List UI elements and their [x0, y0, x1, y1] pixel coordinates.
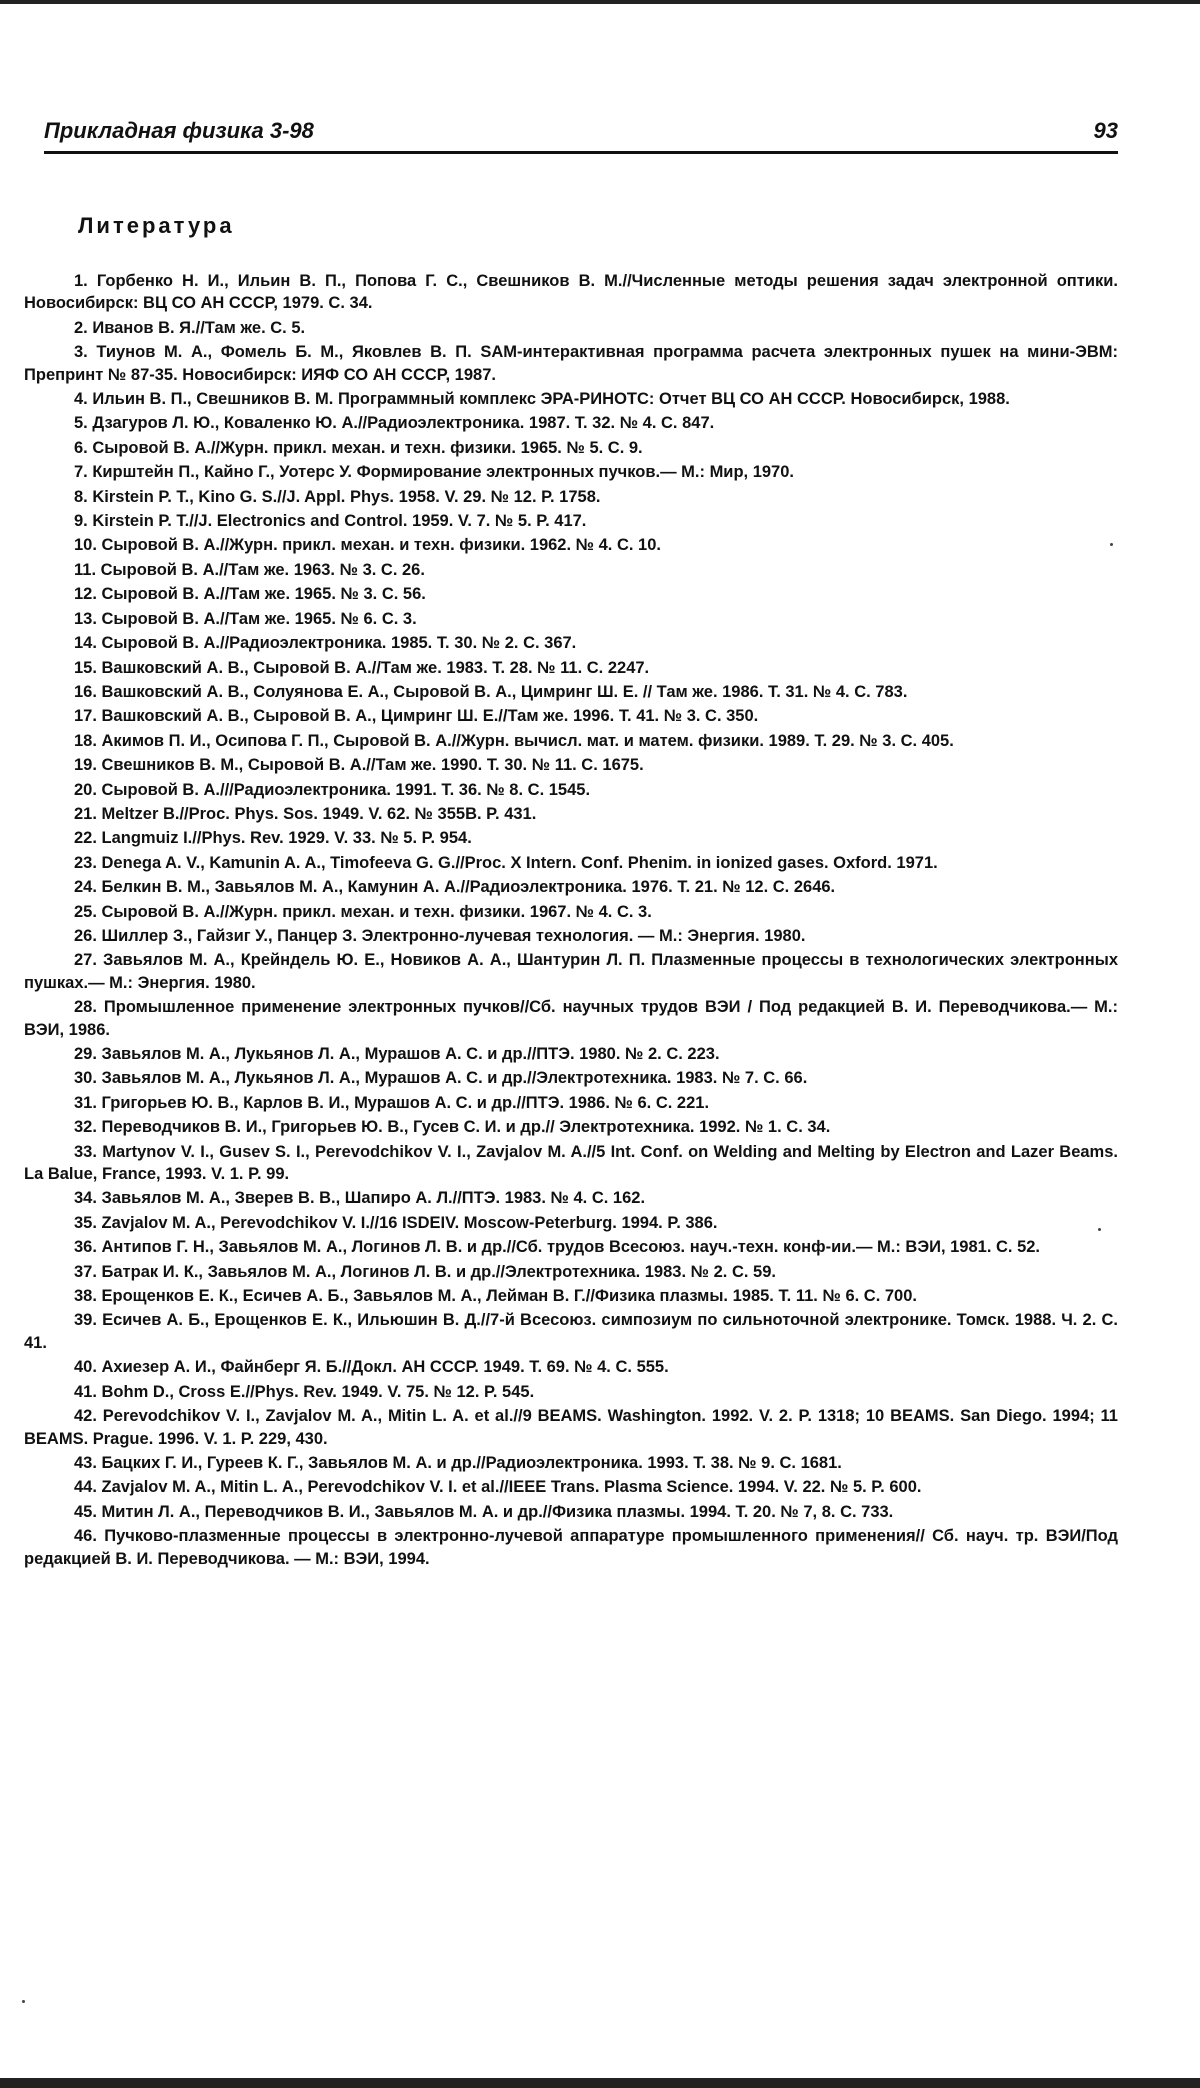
scan-speck: [1098, 1228, 1101, 1231]
reference-item: 20. Сыровой В. А.///Радиоэлектроника. 1991. Т. 36. № 8. С. 1545.: [74, 780, 591, 799]
reference-item: 4. Ильин В. П., Свешников В. М. Программный комплекс ЭРА-РИНОТС: Отчет ВЦ СО АН СССР. Новосибирск, 1988.: [74, 390, 1010, 409]
header-rule: [44, 151, 1118, 154]
reference-item: 5. Дзагуров Л. Ю., Коваленко Ю. А.//Радиоэлектроника. 1987. Т. 32. № 4. С. 847.: [74, 414, 715, 433]
reference-item: 10. Сыровой В. А.//Журн. прикл. механ. и техн. физики. 1962. № 4. С. 10.: [74, 536, 661, 555]
reference-item: 19. Свешников В. М., Сыровой В. А.//Там же. 1990. Т. 30. № 11. С. 1675.: [74, 756, 644, 775]
bottom-edge-rule: [0, 2078, 1200, 2088]
reference-item: 37. Батрак И. К., Завьялов М. А., Логинов Л. В. и др.//Электротехника. 1983. № 2. С. 59.: [74, 1262, 776, 1281]
reference-item: 23. Denega A. V., Kamunin A. A., Timofeeva G. G.//Proc. X Intern. Conf. Phenim. in ionized gases. Oxford. 1971.: [74, 853, 938, 872]
reference-item: 7. Кирштейн П., Кайно Г., Уотерс У. Формирование электронных пучков.— М.: Мир, 1970.: [74, 463, 794, 482]
reference-item: 32. Переводчиков В. И., Григорьев Ю. В., Гусев С. И. и др.// Электротехника. 1992. № 1. С. 34.: [74, 1118, 831, 1137]
reference-item: 2. Иванов В. Я.//Там же. С. 5.: [74, 318, 306, 337]
reference-item: 34. Завьялов М. А., Зверев В. В., Шапиро А. Л.//ПТЭ. 1983. № 4. С. 162.: [74, 1189, 646, 1208]
reference-item: 43. Бацких Г. И., Гуреев К. Г., Завьялов М. А. и др.//Радиоэлектроника. 1993. Т. 38. № 9. С. 1681.: [74, 1453, 842, 1472]
reference-item: 33. Martynov V. I., Gusev S. I., Perevodchikov V. I., Zavjalov M. A.//5 Int. Conf. on Welding and Melting by Electron and Lazer Beams. La Balue, France, 1993. V. 1. P. 99.: [24, 1142, 1118, 1184]
reference-item: 6. Сыровой В. А.//Журн. прикл. механ. и техн. физики. 1965. № 5. С. 9.: [74, 438, 643, 457]
reference-item: 13. Сыровой В. А.//Там же. 1965. № 6. С. 3.: [74, 609, 417, 628]
reference-item: 27. Завьялов М. А., Крейндель Ю. Е., Новиков А. А., Шантурин Л. П. Плазменные процессы в технологических электронных пушках.— М.: Энергия. 1980.: [24, 951, 1118, 992]
reference-item: 35. Zavjalov M. A., Perevodchikov V. I.//16 ISDEIV. Moscow-Peterburg. 1994. P. 386.: [74, 1213, 718, 1232]
page-header: [44, 118, 1118, 150]
reference-item: 46. Пучково-плазменные процессы в электронно-лучевой аппаратуре промышленного применения// Сб. науч. тр. ВЭИ/Под редакцией В. И. Переводчикова. — М.: ВЭИ, 1994.: [24, 1527, 1118, 1568]
reference-item: 29. Завьялов М. А., Лукьянов Л. А., Мурашов А. С. и др.//ПТЭ. 1980. № 2. С. 223.: [74, 1045, 720, 1063]
reference-item: 18. Акимов П. И., Осипова Г. П., Сыровой В. А.//Журн. вычисл. мат. и матем. физики. 1989. Т. 29. № 3. С. 405.: [74, 731, 954, 750]
reference-item: 30. Завьялов М. А., Лукьянов Л. А., Мурашов А. С. и др.//Электротехника. 1983. № 7. С. 66.: [74, 1069, 808, 1088]
reference-item: 45. Митин Л. А., Переводчиков В. И., Завьялов М. А. и др.//Физика плазмы. 1994. Т. 20. № 7, 8. С. 733.: [74, 1502, 894, 1521]
scan-speck: [22, 2000, 25, 2003]
reference-item: 36. Антипов Г. Н., Завьялов М. А., Логинов Л. В. и др.//Сб. трудов Всесоюз. науч.-техн. конф-ии.— М.: ВЭИ, 1981. С. 52.: [74, 1238, 1041, 1257]
reference-item: 28. Промышленное применение электронных пучков//Сб. научных трудов ВЭИ / Под редакцией В. И. Переводчикова.— М.: ВЭИ, 1986.: [24, 998, 1118, 1039]
reference-list: [24, 270, 1118, 1572]
reference-item: 31. Григорьев Ю. В., Карлов В. И., Мурашов А. С. и др.//ПТЭ. 1986. № 6. С. 221.: [74, 1093, 710, 1112]
reference-item: 16. Вашковский А. В., Солуянова Е. А., Сыровой В. А., Цимринг Ш. Е. // Там же. 1986. Т. 31. № 4. С. 783.: [74, 682, 908, 701]
reference-item: 42. Perevodchikov V. I., Zavjalov M. A., Mitin L. A. et al.//9 BEAMS. Washington. 1992. V. 2. P. 1318; 10 BEAMS. San Diego. 1994; 11 BEAMS. Prague. 1996. V. 1. P. 229, 430.: [24, 1407, 1118, 1448]
reference-item: 8. Kirstein P. T., Kino G. S.//J. Appl. Phys. 1958. V. 29. № 12. P. 1758.: [74, 487, 601, 506]
reference-item: 22. Langmuiz I.//Phys. Rev. 1929. V. 33. № 5. P. 954.: [74, 829, 472, 848]
reference-item: 15. Вашковский А. В., Сыровой В. А.//Там же. 1983. Т. 28. № 11. С. 2247.: [74, 658, 650, 677]
reference-item: 11. Сыровой В. А.//Там же. 1963. № 3. С. 26.: [74, 560, 425, 579]
top-edge-rule: [0, 0, 1200, 4]
reference-item: 9. Kirstein P. T.//J. Electronics and Control. 1959. V. 7. № 5. P. 417.: [74, 512, 587, 531]
reference-item: 12. Сыровой В. А.//Там же. 1965. № 3. С. 56.: [74, 585, 426, 604]
reference-item: 39. Есичев А. Б., Ерощенков Е. К., Ильюшин В. Д.//7-й Всесоюз. симпозиум по сильноточной электронике. Томск. 1988. Ч. 2. С. 41.: [24, 1311, 1118, 1352]
section-title: Литература: [78, 213, 235, 238]
reference-item: 17. Вашковский А. В., Сыровой В. А., Цимринг Ш. Е.//Там же. 1996. Т. 41. № 3. С. 350.: [74, 707, 759, 726]
reference-item: 38. Ерощенков Е. К., Есичев А. Б., Завьялов М. А., Лейман В. Г.//Физика плазмы. 1985. Т. 11. № 6. С. 700.: [74, 1287, 917, 1306]
reference-item: 41. Bohm D., Cross E.//Phys. Rev. 1949. V. 75. № 12. P. 545.: [74, 1382, 535, 1401]
reference-item: 25. Сыровой В. А.//Журн. прикл. механ. и техн. физики. 1967. № 4. С. 3.: [74, 902, 652, 921]
reference-item: 3. Тиунов М. А., Фомель Б. М., Яковлев В. П. SAM-интерактивная программа расчета электронных пушек на мини-ЭВМ: Препринт № 87-35. Новосибирск: ИЯФ СО АН СССР, 1987.: [24, 343, 1118, 384]
reference-item: 21. Meltzer B.//Proc. Phys. Sos. 1949. V. 62. № 355B. P. 431.: [74, 804, 537, 823]
journal-title: Прикладная физика 3-98: [44, 118, 314, 143]
scan-speck: [1110, 543, 1113, 546]
reference-item: 44. Zavjalov M. A., Mitin L. A., Perevodchikov V. I. et al.//IEEE Trans. Plasma Science. 1994. V. 22. № 5. P. 600.: [74, 1478, 922, 1497]
reference-item: 24. Белкин В. М., Завьялов М. А., Камунин А. А.//Радиоэлектроника. 1976. Т. 21. № 12. С. 2646.: [74, 878, 836, 897]
reference-item: 26. Шиллер З., Гайзиг У., Панцер З. Электронно-лучевая технология. — М.: Энергия. 1980.: [74, 926, 806, 945]
reference-item: 1. Горбенко Н. И., Ильин В. П., Попова Г. С., Свешников В. М.//Численные методы решения задач электронной оптики. Новосибирск: ВЦ СО АН СССР, 1979. С. 34.: [24, 272, 1118, 313]
reference-item: 14. Сыровой В. А.//Радиоэлектроника. 1985. Т. 30. № 2. С. 367.: [74, 634, 577, 653]
reference-item: 40. Ахиезер А. И., Файнберг Я. Б.//Докл. АН СССР. 1949. Т. 69. № 4. С. 555.: [74, 1358, 669, 1377]
page-number: 93: [1093, 118, 1118, 143]
